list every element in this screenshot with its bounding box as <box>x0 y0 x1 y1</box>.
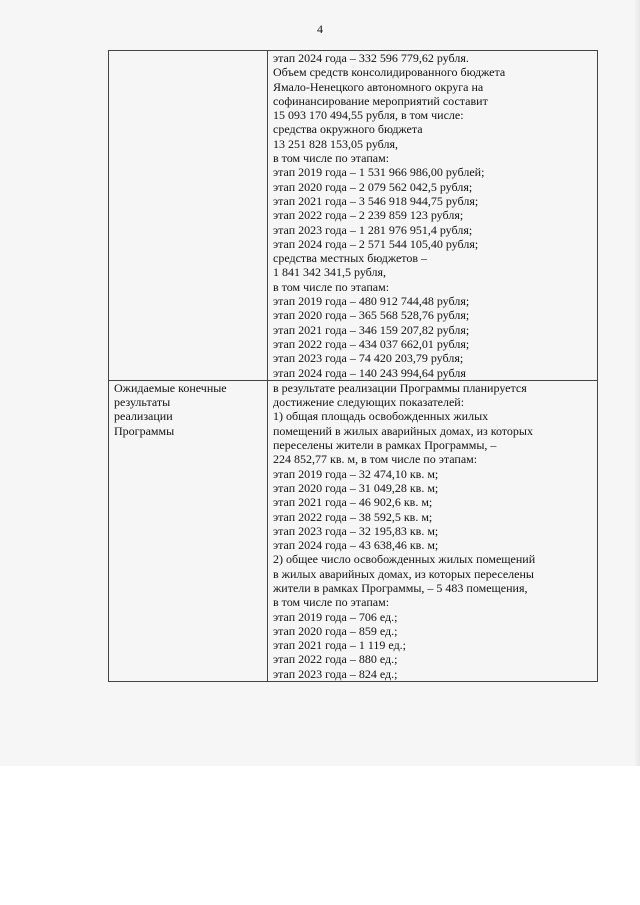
parameter-value-line: этап 2024 года – 2 571 544 105,40 рубля; <box>273 236 479 251</box>
parameter-name-cell <box>109 51 268 381</box>
parameter-value-line: этап 2024 года – 43 638,46 кв. м; <box>273 538 439 553</box>
parameter-value-line: 13 251 828 153,05 рубля, <box>273 136 398 151</box>
parameter-value-line: этап 2023 года – 74 420 203,79 рубля; <box>273 351 464 366</box>
parameter-value-line: помещений в жилых аварийных домах, из которых <box>273 423 533 438</box>
parameter-value-line: этап 2021 года – 3 546 918 944,75 рубля; <box>273 193 479 208</box>
parameter-value-line: этап 2021 года – 1 119 ед.; <box>273 638 407 653</box>
parameter-value-line: в том числе по этапам: <box>273 279 390 294</box>
parameter-value-line: 1 841 342 341,5 рубля, <box>273 265 386 280</box>
parameter-value-line: этап 2022 года – 880 ед.; <box>273 652 398 667</box>
parameter-value-line: этап 2020 года – 365 568 528,76 рубля; <box>273 308 470 323</box>
parameter-value-line: этап 2024 года – 332 596 779,62 рубля. <box>273 51 469 65</box>
parameter-value-line: 15 093 170 494,55 рубля, в том числе: <box>273 108 464 123</box>
parameter-value-line: 1) общая площадь освобожденных жилых <box>273 409 489 424</box>
parameter-value-line: 2) общее число освобожденных жилых помещений <box>273 552 536 567</box>
parameter-value-line: этап 2021 года – 346 159 207,82 рубля; <box>273 322 470 337</box>
parameter-value-line: этап 2019 года – 706 ед.; <box>273 609 398 624</box>
parameter-value-line: Ямало-Ненецкого автономного округа на <box>273 79 484 94</box>
parameter-value-line: этап 2023 года – 32 195,83 кв. м; <box>273 523 439 538</box>
parameter-value-line: в результате реализации Программы планируется <box>273 380 527 395</box>
parameter-value-line: этап 2020 года – 2 079 562 042,5 рубля; <box>273 179 473 194</box>
parameter-value-line: средства местных бюджетов – <box>273 251 428 266</box>
parameter-value-line: достижение следующих показателей: <box>273 395 465 410</box>
parameter-value-line: этап 2019 года – 1 531 966 986,00 рублей; <box>273 165 485 180</box>
parameter-value-line: 224 852,77 кв. м, в том числе по этапам: <box>273 452 478 467</box>
parameter-name-line: Программы <box>114 423 175 438</box>
page-number: 4 <box>317 22 323 36</box>
program-passport-table <box>108 50 598 682</box>
parameter-name-line: реализации <box>114 409 173 424</box>
parameter-value-line: Объем средств консолидированного бюджета <box>273 65 506 80</box>
parameter-value-line: этап 2023 года – 1 281 976 951,4 рубля; <box>273 222 473 237</box>
parameter-name-line: Ожидаемые конечные <box>114 380 227 395</box>
parameter-value-cell <box>268 51 598 381</box>
parameter-value-line: этап 2019 года – 32 474,10 кв. м; <box>273 466 439 481</box>
parameter-value-line: софинансирование мероприятий составит <box>273 93 488 108</box>
parameter-value-line: в жилых аварийных домах, из которых переселены <box>273 566 534 581</box>
parameter-value-line: этап 2023 года – 824 ед.; <box>273 666 398 681</box>
parameter-value-line: этап 2022 года – 434 037 662,01 рубля; <box>273 336 470 351</box>
parameter-value-line: средства окружного бюджета <box>273 122 423 137</box>
scan-edge-shadow <box>634 0 640 766</box>
parameter-name-line: результаты <box>114 395 171 410</box>
parameter-value-line: этап 2020 года – 31 049,28 кв. м; <box>273 480 439 495</box>
table-row <box>109 380 598 681</box>
parameter-value-cell <box>268 380 598 681</box>
parameter-value-line: этап 2020 года – 859 ед.; <box>273 623 398 638</box>
parameter-value-line: этап 2022 года – 2 239 859 123 рубля; <box>273 208 464 223</box>
parameter-value-line: в том числе по этапам: <box>273 595 390 610</box>
parameter-value-line: переселены жители в рамках Программы, – <box>273 438 497 453</box>
parameter-value-line: этап 2022 года – 38 592,5 кв. м; <box>273 509 433 524</box>
parameter-value-line: в том числе по этапам: <box>273 151 390 166</box>
parameter-value-line: этап 2019 года – 480 912 744,48 рубля; <box>273 294 470 309</box>
parameter-value-line: этап 2024 года – 140 243 994,64 рубля <box>273 365 466 380</box>
table-row <box>109 51 598 381</box>
parameter-value-line: этап 2021 года – 46 902,6 кв. м; <box>273 495 433 510</box>
parameter-name-cell <box>109 380 268 681</box>
parameter-value-line: жители в рамках Программы, – 5 483 помещения, <box>273 580 528 595</box>
